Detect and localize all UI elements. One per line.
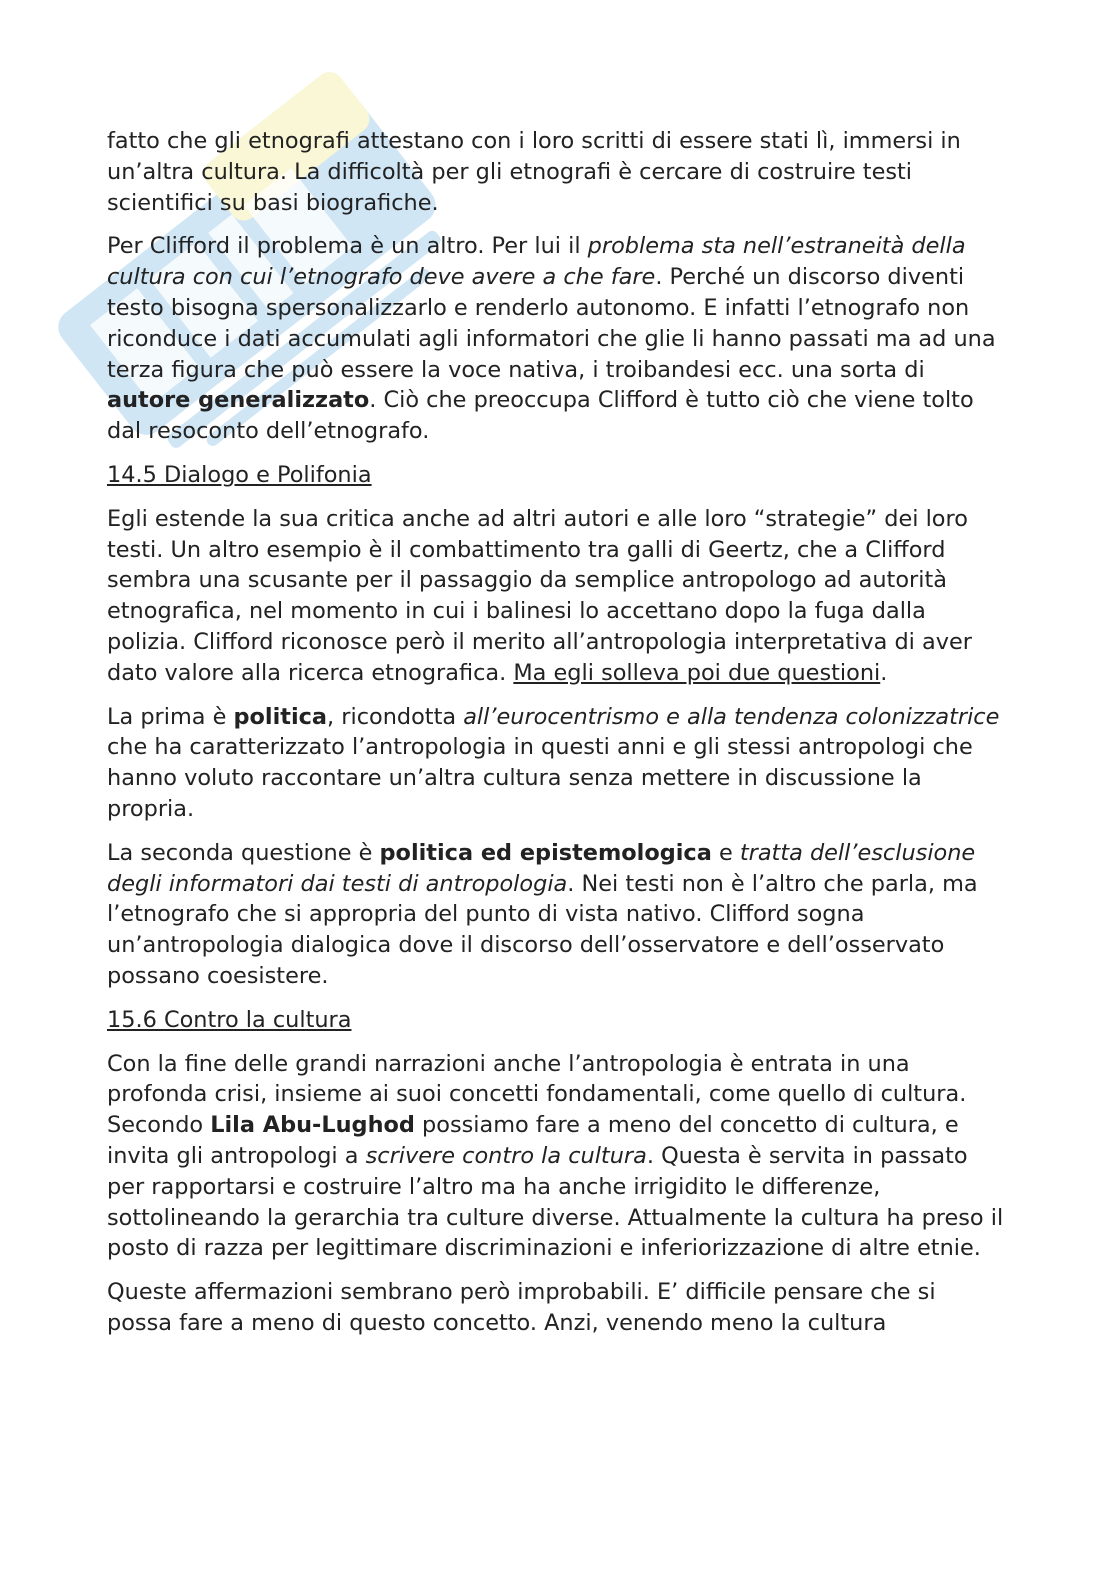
paragraph-3: Egli estende la sua critica anche ad altri autori e alle loro “strategie” dei loro testi. Un altro esempio è il combattimento tra galli di Geertz, che a Clifford sembra una scusante per il passaggio da semplice antropologo ad autorità etnografica, nel momento in cui i balinesi lo accettano dopo la fuga dalla polizia. Clifford riconosce però il merito all’antropologia interpretativa di aver dato valore alla ricerca etnografica. Ma egli solleva poi due questioni.	[107, 505, 972, 686]
section-heading-15-6: 15.6 Contro la cultura	[107, 1006, 352, 1033]
emphasis-bold: politica	[233, 703, 328, 730]
emphasis-bold: politica ed epistemologica	[379, 839, 712, 866]
paragraph-2: Per Clifford il problema è un altro. Per lui il problema sta nell’estraneità della cultura con cui l’etnografo deve avere a che fare. Perché un discorso diventi testo bisogna spersonalizzarlo e renderlo autonomo. E infatti l’etnografo non riconduce i dati accumulati agli informatori che glie li hanno passati ma ad una terza figura che può essere la voce nativa, i troibandesi ecc. una sorta di autore generalizzato. Ciò che preoccupa Clifford è tutto ciò che viene tolto dal resoconto dell’etnografo.	[107, 233, 996, 445]
underlined-phrase: Ma egli solleva poi due questioni	[513, 659, 881, 686]
paragraph-4: La prima è politica, ricondotta all’eurocentrismo e alla tendenza colonizzatrice che ha caratterizzato l’antropologia in questi anni e gli stessi antropologi che hanno voluto raccontare un’altra cultura senza mettere in discussione la propria.	[107, 703, 1000, 822]
paragraph-6: Con la fine delle grandi narrazioni anche l’antropologia è entrata in una profonda crisi, insieme ai suoi concetti fondamentali, come quello di cultura. Secondo Lila Abu-Lughod possiamo fare a meno del concetto di cultura, e invita gli antropologi a scrivere contro la cultura. Questa è servita in passato per rapportarsi e costruire l’altro ma ha anche irrigidito le differenze, sottolineando la gerarchia tra culture diverse. Attualmente la cultura ha preso il posto di razza per legittimare discriminazioni e inferiorizzazione di altre etnie.	[107, 1050, 1004, 1262]
emphasis-italic: scrivere contro la cultura	[365, 1142, 647, 1169]
paragraph-1: fatto che gli etnografi attestano con i loro scritti di essere stati lì, immersi in un’altra cultura. La difficoltà per gli etnografi è cercare di costruire testi scientifici su basi biografiche.	[107, 128, 961, 216]
emphasis-bold: autore generalizzato	[107, 387, 370, 414]
emphasis-italic: problema sta nell’estraneità della cultura con cui l’etnografo deve avere a che fare	[107, 233, 966, 291]
emphasis-bold: Lila Abu-Lughod	[210, 1112, 415, 1139]
paragraph-5: La seconda questione è politica ed epistemologica e tratta dell’esclusione degli informatori dai testi di antropologia. Nei testi non è l’altro che parla, ma l’etnografo che si appropria del punto di vista nativo. Clifford sogna un’antropologia dialogica dove il discorso dell’osservatore e dell’osservato possano coesistere.	[107, 839, 978, 989]
emphasis-italic: all’eurocentrismo e alla tendenza colonizzatrice	[463, 703, 1000, 730]
section-heading-14-5: 14.5 Dialogo e Polifonia	[107, 461, 372, 488]
paragraph-7: Queste affermazioni sembrano però improbabili. E’ difficile pensare che si possa fare a meno di questo concetto. Anzi, venendo meno la cultura	[107, 1279, 936, 1336]
emphasis-italic: tratta dell’esclusione degli informatori dai testi di antropologia	[107, 839, 976, 897]
document-page	[107, 126, 1007, 1352]
